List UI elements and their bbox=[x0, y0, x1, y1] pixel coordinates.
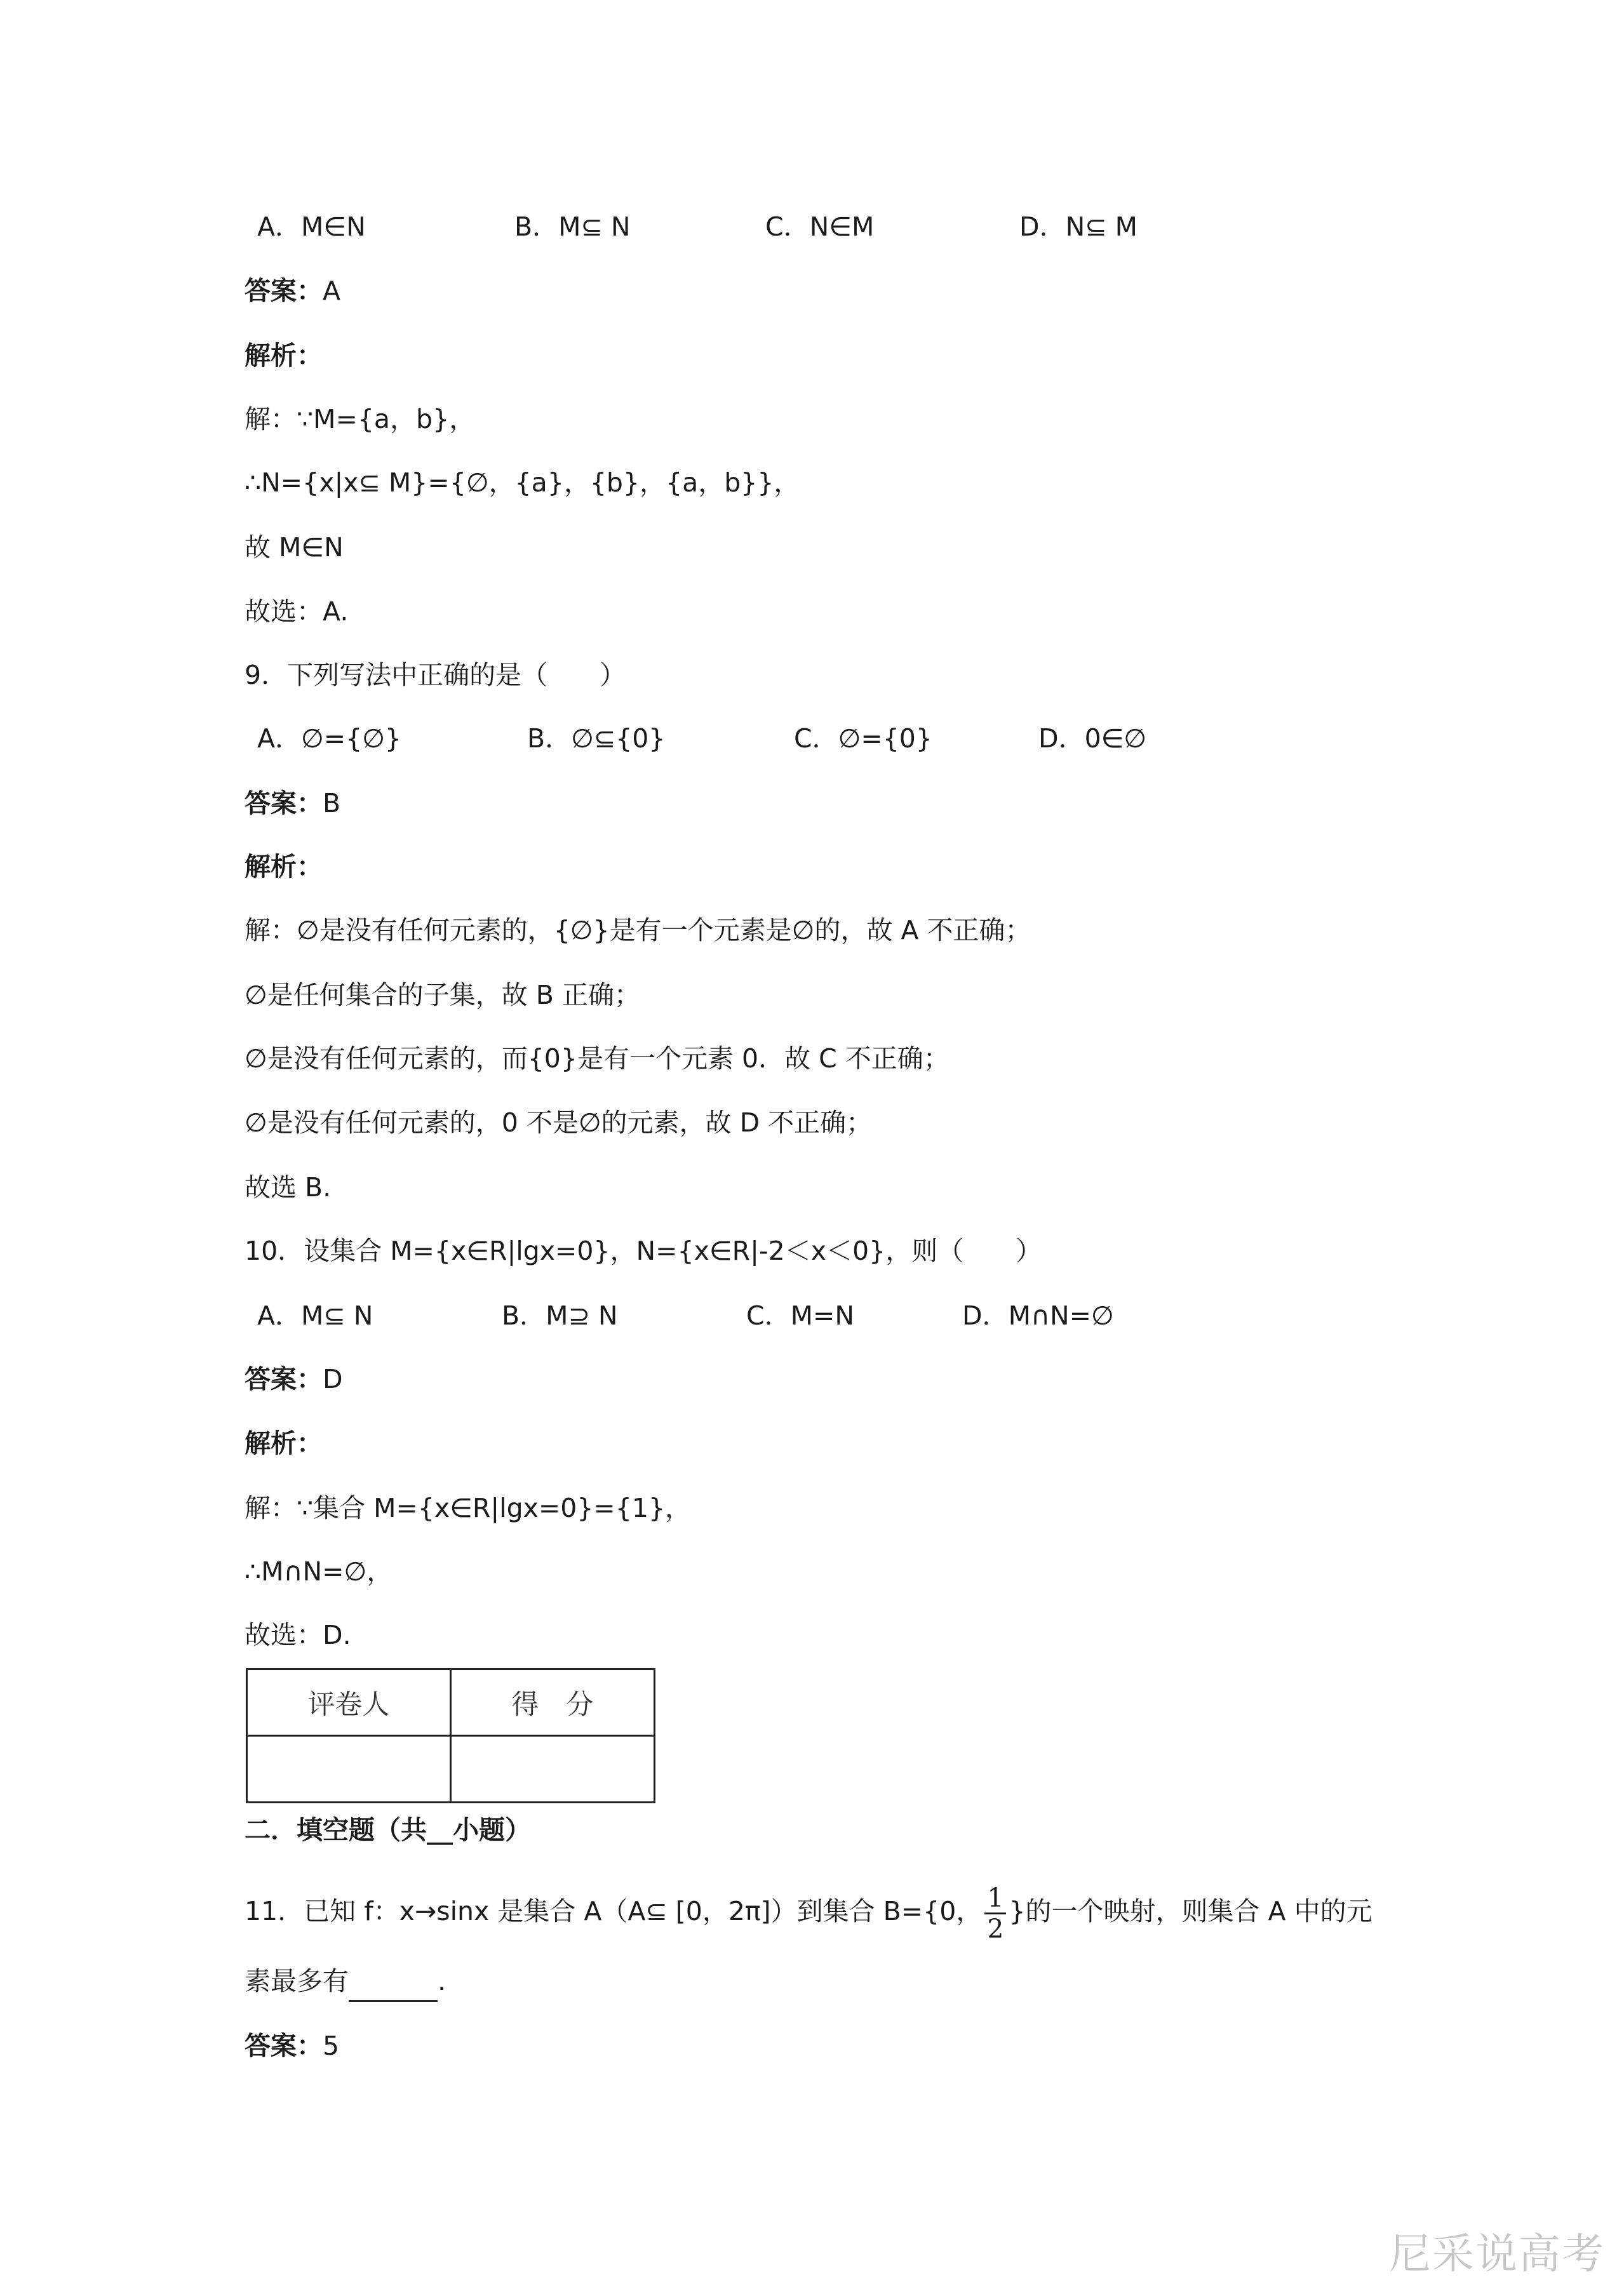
q9-question: 9．下列写法中正确的是（ ） bbox=[245, 660, 626, 690]
q9-option-b: B．∅⊆{0} bbox=[527, 723, 666, 754]
q8-option-d: D．N⊆ M bbox=[1019, 211, 1138, 242]
q9-line-4: ∅是没有任何元素的，0 不是∅的元素，故 D 不正确； bbox=[245, 1107, 873, 1138]
q11-answer: 答案：5 bbox=[245, 2031, 340, 2061]
q10-option-c: C．M=N bbox=[746, 1300, 855, 1331]
q9-line-5: 故选 B. bbox=[245, 1172, 332, 1203]
q8-option-b: B．M⊆ N bbox=[514, 211, 631, 242]
q10-line-1: 解：∵集合 M={x∈R|lgx=0}={1}， bbox=[245, 1493, 692, 1523]
q10-line-3: 故选：D. bbox=[245, 1620, 351, 1650]
q10-question: 10．设集合 M={x∈R|lgx=0}，N={x∈R|-2＜x＜0}，则（ ） bbox=[245, 1236, 1042, 1266]
q9-option-d: D．0∈∅ bbox=[1038, 723, 1147, 754]
q9-analysis-label: 解析： bbox=[245, 851, 323, 882]
score-cell bbox=[450, 1736, 654, 1803]
q8-line-1: 解：∵M={a，b}， bbox=[245, 404, 476, 434]
q8-option-c: C．N∈M bbox=[765, 211, 875, 242]
q8-answer: 答案：A bbox=[245, 276, 341, 306]
fraction-one-half: $\frac{1}{2}$ bbox=[984, 1883, 1006, 1944]
q9-option-c: C．∅={0} bbox=[794, 723, 932, 754]
q9-line-3: ∅是没有任何元素的，而{0}是有一个元素 0．故 C 不正确； bbox=[245, 1043, 950, 1074]
q10-answer: 答案：D bbox=[245, 1364, 343, 1394]
q10-option-d: D．M∩N=∅ bbox=[962, 1300, 1114, 1331]
q10-option-b: B．M⊇ N bbox=[502, 1300, 618, 1331]
q8-analysis-label: 解析： bbox=[245, 340, 323, 371]
score-table bbox=[246, 1668, 655, 1803]
q11-line-2: 素最多有 . bbox=[245, 1962, 446, 2002]
q11-question: 11．已知 f：x→sinx 是集合 A（A⊆ [0，2π]）到集合 B={0， $\frac{1}{2}$ }的一个映射，则集合 A 中的元 bbox=[245, 1882, 1372, 1944]
score-header: 得 分 bbox=[450, 1669, 654, 1736]
q10-line-2: ∴M∩N=∅， bbox=[245, 1556, 393, 1587]
reviewer-cell bbox=[247, 1736, 451, 1803]
q8-line-3: 故 M∈N bbox=[245, 532, 344, 563]
q9-line-1: 解：∅是没有任何元素的，{∅}是有一个元素是∅的，故 A 不正确； bbox=[245, 915, 1031, 945]
q9-answer: 答案：B bbox=[245, 788, 341, 818]
q9-line-2: ∅是任何集合的子集，故 B 正确； bbox=[245, 980, 640, 1010]
q8-line-4: 故选：A. bbox=[245, 596, 349, 627]
section-title: 二．填空题（共__小题） bbox=[245, 1815, 531, 1845]
q10-analysis-label: 解析： bbox=[245, 1428, 323, 1458]
q8-option-a: A．M∈N bbox=[257, 211, 366, 242]
q8-line-2: ∴N={x|x⊆ M}={∅，{a}，{b}，{a，b}}， bbox=[245, 467, 800, 498]
q9-option-a: A．∅={∅} bbox=[257, 723, 402, 754]
answer-blank[interactable] bbox=[349, 1962, 438, 2002]
watermark: 尼采说高考 bbox=[1389, 2229, 1605, 2278]
reviewer-header: 评卷人 bbox=[247, 1669, 451, 1736]
q10-option-a: A．M⊆ N bbox=[257, 1300, 373, 1331]
